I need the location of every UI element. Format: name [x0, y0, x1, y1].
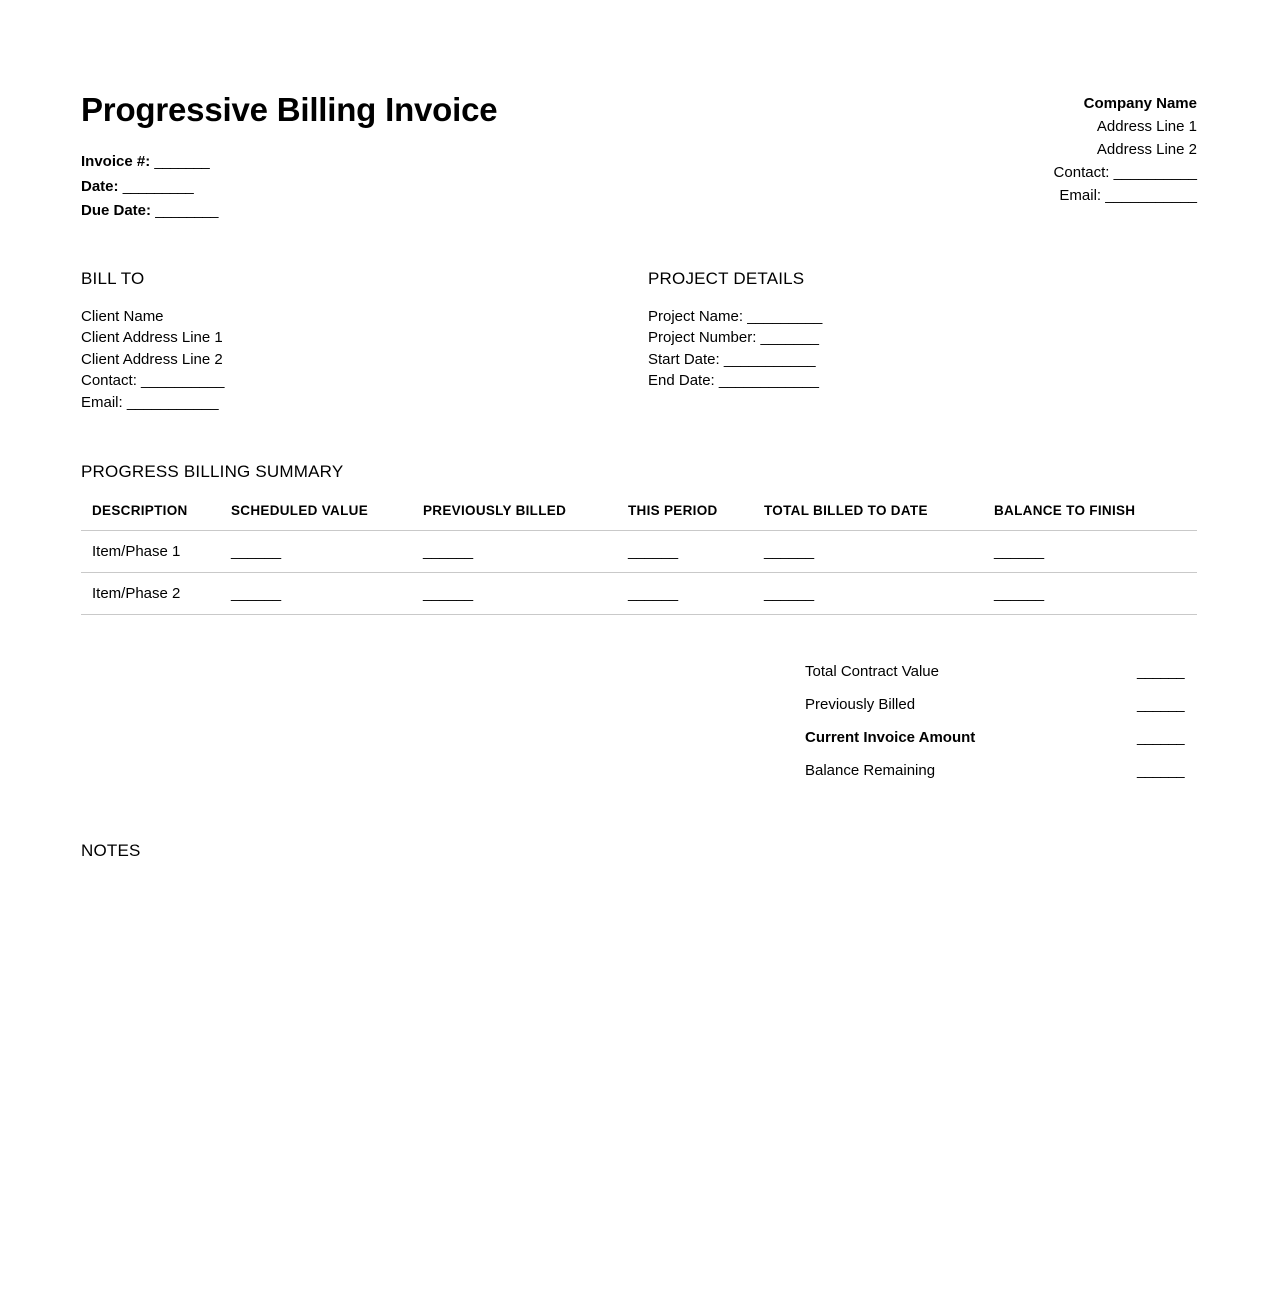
- table-header: [81, 503, 1197, 531]
- client-address-line-1: Client Address Line 1: [81, 329, 223, 347]
- previously-billed-label: Previously Billed: [805, 696, 916, 714]
- invoice-date-line: [81, 175, 1197, 200]
- balance-remaining-field[interactable]: ______: [1137, 762, 1185, 780]
- table-row: [81, 573, 1197, 615]
- project-details-section: [648, 268, 1197, 414]
- total-contract-value-label: Total Contract Value: [805, 663, 939, 681]
- previously-billed-row: [805, 696, 1197, 729]
- cell-previously-billed[interactable]: ______: [423, 531, 628, 573]
- company-contact-field[interactable]: Contact: __________: [1053, 164, 1197, 181]
- cell-this-period[interactable]: ______: [628, 573, 764, 615]
- cell-this-period[interactable]: ______: [628, 531, 764, 573]
- company-name: Company Name: [1083, 95, 1197, 112]
- client-contact-field[interactable]: Contact: __________: [81, 372, 225, 390]
- cell-previously-billed[interactable]: ______: [423, 573, 628, 615]
- company-info-block: [1054, 92, 1197, 207]
- client-name: Client Name: [81, 307, 164, 325]
- table-row: [81, 531, 1197, 573]
- column-header-this-period: THIS PERIOD: [628, 503, 718, 519]
- bill-to-heading: BILL TO: [81, 268, 145, 288]
- page-title: Progressive Billing Invoice: [81, 91, 498, 128]
- cell-balance-to-finish[interactable]: ______: [994, 531, 1197, 573]
- column-header-total-billed-to-date: TOTAL BILLED TO DATE: [764, 503, 928, 519]
- progress-billing-summary-table: [81, 503, 1197, 615]
- progress-billing-summary-heading: PROGRESS BILLING SUMMARY: [81, 462, 344, 482]
- cell-total-billed-to-date[interactable]: ______: [764, 573, 994, 615]
- client-email-field[interactable]: Email: ___________: [81, 393, 219, 411]
- invoice-due-date-line: [81, 199, 1197, 224]
- column-header-description: DESCRIPTION: [92, 503, 188, 519]
- project-name-field[interactable]: Project Name: _________: [648, 307, 823, 325]
- totals-block: [805, 663, 1197, 795]
- cell-description: Item/Phase 2: [81, 573, 231, 615]
- project-details-heading: PROJECT DETAILS: [648, 268, 805, 288]
- current-invoice-amount-field[interactable]: ______: [1137, 729, 1185, 747]
- invoice-number-label: Invoice #:: [81, 153, 151, 171]
- current-invoice-amount-row: [805, 729, 1197, 762]
- balance-remaining-row: [805, 762, 1197, 795]
- company-email-field[interactable]: Email: ___________: [1059, 187, 1197, 204]
- client-address-line-2: Client Address Line 2: [81, 350, 223, 368]
- cell-balance-to-finish[interactable]: ______: [994, 573, 1197, 615]
- current-invoice-amount-label: Current Invoice Amount: [805, 729, 976, 747]
- invoice-due-date-label: Due Date:: [81, 202, 152, 220]
- table-body: [81, 531, 1197, 615]
- column-header-scheduled-value: SCHEDULED VALUE: [231, 503, 369, 519]
- project-start-date-field[interactable]: Start Date: ___________: [648, 350, 816, 368]
- invoice-number-line: [81, 150, 1197, 175]
- invoice-date-field[interactable]: _________: [122, 177, 194, 195]
- table-header-row: [81, 503, 1197, 531]
- notes-body[interactable]: [81, 862, 1197, 982]
- invoice-date-label: Date:: [81, 177, 119, 195]
- company-address-line-1: Address Line 1: [1096, 118, 1197, 135]
- project-number-field[interactable]: Project Number: _______: [648, 329, 819, 347]
- column-header-balance-to-finish: BALANCE TO FINISH: [994, 503, 1136, 519]
- cell-scheduled-value[interactable]: ______: [231, 531, 423, 573]
- project-end-date-field[interactable]: End Date: ____________: [648, 372, 819, 390]
- total-contract-value-field[interactable]: ______: [1137, 663, 1185, 681]
- balance-remaining-label: Balance Remaining: [805, 762, 936, 780]
- column-header-previously-billed: PREVIOUSLY BILLED: [423, 503, 567, 519]
- invoice-header: [81, 0, 1197, 224]
- previously-billed-field[interactable]: ______: [1137, 696, 1185, 714]
- bill-to-section: [81, 268, 648, 414]
- info-columns: [81, 268, 1197, 414]
- cell-total-billed-to-date[interactable]: ______: [764, 531, 994, 573]
- notes-heading: NOTES: [81, 841, 141, 861]
- invoice-due-date-field[interactable]: ________: [155, 202, 218, 220]
- invoice-number-field[interactable]: _______: [154, 153, 210, 171]
- invoice-meta-block: [81, 150, 1197, 224]
- company-address-line-2: Address Line 2: [1096, 141, 1197, 158]
- total-contract-value-row: [805, 663, 1197, 696]
- cell-scheduled-value[interactable]: ______: [231, 573, 423, 615]
- cell-description: Item/Phase 1: [81, 531, 231, 573]
